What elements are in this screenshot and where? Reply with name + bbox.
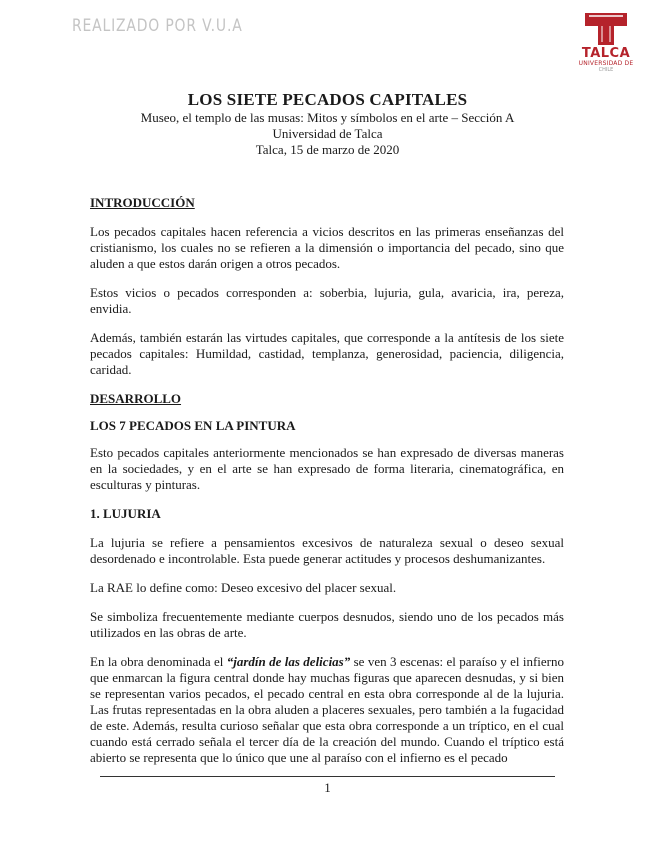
lujuria-paragraph-3: Se simboliza frecuentemente mediante cuerpos desnudos, siendo uno de los pecados más utilizados en las obras de arte.	[90, 609, 564, 640]
university-crest-icon	[583, 12, 629, 46]
logo-name: TALCA	[581, 46, 631, 61]
watermark: REALIZADO POR V.U.A	[72, 16, 243, 36]
intro-heading: INTRODUCCIÓN	[90, 195, 195, 210]
lujuria-paragraph-1: La lujuria se refiere a pensamientos excesivos de naturaleza sexual o deseo sexual desordenado e incontrolable. Esta puede generar actitudes y procesos deshumanizantes.	[90, 535, 564, 566]
desarrollo-heading: DESARROLLO	[90, 391, 182, 406]
page-number: 1	[324, 780, 331, 795]
desarrollo-paragraph-1: Esto pecados capitales anteriormente mencionados se han expresado de diversas maneras en la sociedades, y en el arte se han expresado de forma literaria, cinematográfica, en esculturas y pinturas.	[90, 445, 564, 492]
document-body	[90, 195, 564, 766]
intro-paragraph-1: Los pecados capitales hacen referencia a vicios descritos en las primeras enseñanzas del cristianismo, los cuales no se refieren a la dimensión o importancia del pecado, sino que aluden a que estos darán origen a otros pecados.	[90, 224, 564, 271]
intro-paragraph-2: Estos vicios o pecados corresponden a: soberbia, lujuria, gula, avaricia, ira, pereza, envidia.	[90, 285, 564, 316]
university-logo	[575, 12, 637, 73]
artwork-title: “jardín de las delicias”	[226, 654, 351, 669]
logo-sub: UNIVERSIDAD DE	[578, 60, 634, 67]
paragraph-text-rest: se ven 3 escenas: el paraíso y el infierno que enmarcan la figura central donde hay muchas figuras que aparecen desnudas, y si bien se representan varios pecados, el pecado central en esta obra corresponde al de la lujuria. Las frutas representadas en la obra aluden a placeres sexuales, pero también a la fugacidad de este. Además, resulta curioso señalar que esta obra corresponde a un tríptico, en el cual cuando está cerrado señala el tercer día de la creación del mundo. Cuando el tríptico está abierto se representa que lo único que une al paraíso con el infierno es el pecado	[90, 654, 564, 765]
intro-paragraph-3: Además, también estarán las virtudes capitales, que corresponde a la antítesis de los siete pecados capitales: Humildad, castidad, templanza, generosidad, paciencia, diligencia, caridad.	[90, 330, 564, 377]
date-line: Talca, 15 de marzo de 2020	[255, 142, 400, 157]
lujuria-paragraph-2: La RAE lo define como: Deseo excesivo del placer sexual.	[90, 580, 397, 595]
document-title: LOS SIETE PECADOS CAPITALES	[187, 90, 468, 109]
paragraph-text-start: En la obra denominada el	[90, 654, 227, 669]
pintura-subheading: LOS 7 PECADOS EN LA PINTURA	[90, 418, 296, 433]
university-line: Universidad de Talca	[272, 126, 383, 141]
lujuria-paragraph-4	[90, 654, 564, 766]
course-line: Museo, el templo de las musas: Mitos y símbolos en el arte – Sección A	[140, 110, 515, 125]
document-header	[0, 90, 655, 158]
logo-country: CHILE	[598, 67, 614, 73]
lujuria-heading: 1. LUJURIA	[90, 506, 161, 521]
footer-divider	[100, 776, 555, 777]
